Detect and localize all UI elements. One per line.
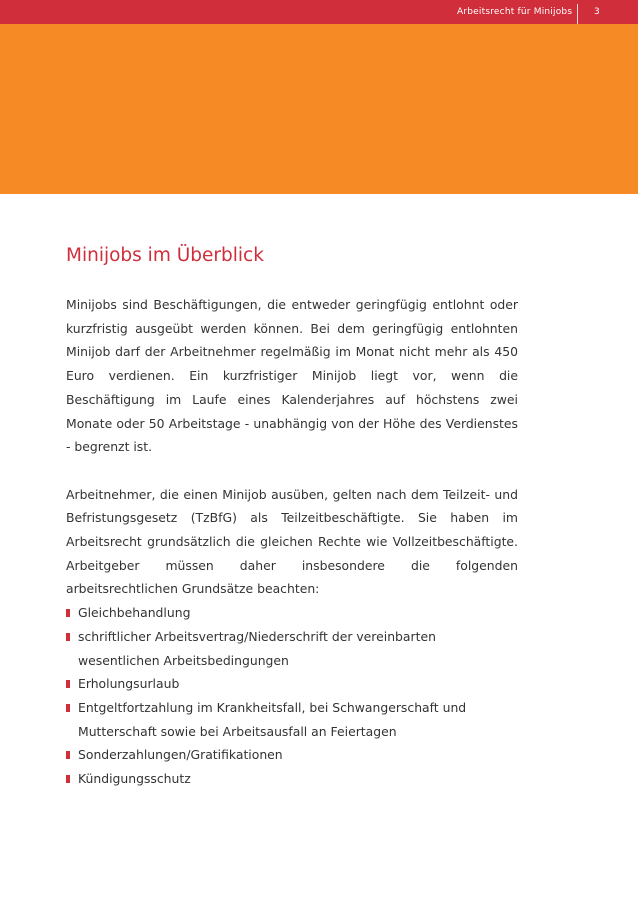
bullet-marker-icon bbox=[66, 751, 70, 759]
list-item-text: Sonderzahlungen/Gratifikationen bbox=[78, 747, 283, 763]
bullet-marker-icon bbox=[66, 775, 70, 783]
bullet-marker-icon bbox=[66, 704, 70, 712]
list-item-text: Erholungsurlaub bbox=[78, 676, 180, 692]
bullet-marker-icon bbox=[66, 633, 70, 641]
list-item bbox=[66, 601, 518, 625]
list-item-text: Kündigungsschutz bbox=[78, 771, 191, 787]
main-content bbox=[66, 244, 518, 791]
principles-list bbox=[66, 601, 518, 791]
orange-banner bbox=[0, 24, 638, 194]
bullet-marker-icon bbox=[66, 609, 70, 617]
list-item bbox=[66, 767, 518, 791]
paragraph-rights: Arbeitnehmer, die einen Minijob ausüben, gelten nach dem Teilzeit- und Befristungsgesetz (TzBfG) als Teilzeitbeschäftigte. Sie haben im Arbeitsrecht grundsätzlich die gleichen Rechte wie Vollzeitbeschäftigte. Arbeitgeber müssen daher insbesondere die folgenden arbeitsrechtlichen Grundsätze beachten: bbox=[66, 486, 518, 597]
page-number: 3 bbox=[594, 7, 600, 17]
list-item-text: Entgeltfortzahlung im Krankheitsfall, bei Schwangerschaft und Mutterschaft sowie bei Arbeitsausfall an Feiertagen bbox=[78, 699, 467, 739]
header-bar bbox=[0, 0, 638, 24]
list-item bbox=[66, 696, 518, 743]
list-item bbox=[66, 743, 518, 767]
page-title: Minijobs im Überblick bbox=[66, 245, 264, 266]
list-item-text: Gleichbehandlung bbox=[78, 605, 191, 621]
list-item bbox=[66, 672, 518, 696]
running-header-title: Arbeitsrecht für Minijobs bbox=[457, 7, 573, 17]
list-item-text: schriftlicher Arbeitsvertrag/Niederschrift der vereinbarten wesentlichen Arbeitsbedingungen bbox=[78, 628, 436, 668]
paragraph-intro: Minijobs sind Beschäftigungen, die entweder geringfügig entlohnt oder kurzfristig ausgeübt werden können. Bei dem geringfügig entlohnten Minijob darf der Arbeitnehmer regelmäßig im Monat nicht mehr als 450 Euro verdienen. Ein kurzfristiger Minijob liegt vor, wenn die Beschäftigung im Laufe eines Kalenderjahres auf höchstens zwei Monate oder 50 Arbeitstage - unabhängig von der Höhe des Verdienstes - begrenzt ist. bbox=[66, 297, 518, 455]
header-separator bbox=[577, 4, 578, 24]
list-item bbox=[66, 625, 518, 672]
bullet-marker-icon bbox=[66, 680, 70, 688]
